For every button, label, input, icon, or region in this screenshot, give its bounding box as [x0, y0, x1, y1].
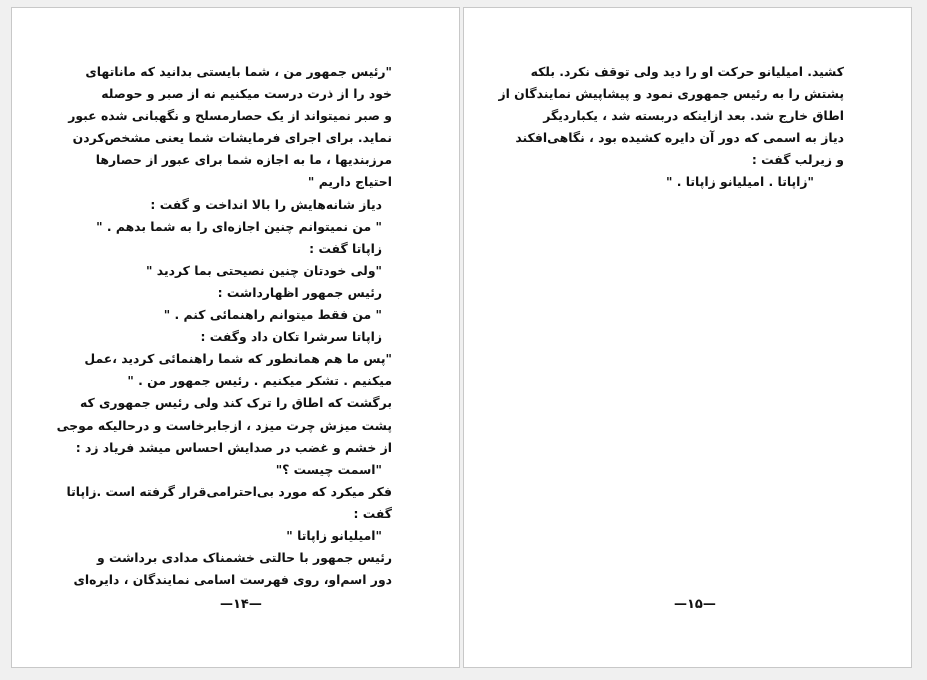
text-line: دور اسم‌او، روی فهرست اسامی نمایندگان ، دایره‌ای	[73, 572, 392, 588]
text-line: " من فقط میتوانم راهنمائی کنم . "	[163, 307, 382, 323]
text-line: و زیرلب گفت :	[751, 152, 844, 168]
page-number: —۱۵—	[674, 597, 716, 612]
text-line: رئیس جمهور با حالتی خشمناک مدادی برداشت و	[96, 550, 392, 566]
text-line: نماید. برای اجرای فرمایشات شما یعنی مشخص‌کردن	[72, 130, 392, 146]
text-line: پشت میزش چرت میزد ، ازجابرخاست و درحالیکه موجی	[56, 417, 392, 433]
book-page-left	[11, 7, 460, 668]
book-page-right	[463, 7, 912, 668]
text-line: زاپاتا سرشرا تکان داد وگفت :	[200, 329, 382, 345]
text-line: "زاپاتا . امیلیانو زاپاتا . "	[665, 174, 814, 190]
text-line: دیاز شانه‌هایش را بالا انداخت و گفت :	[150, 196, 382, 212]
text-line: "امیلیانو زاپاتا "	[286, 527, 382, 543]
text-line: مرزبندیها ، ما به اجازه شما برای عبور از حصارها	[95, 152, 392, 168]
text-line: "رئیس جمهور من ، شما بایستی بدانید که ماناتهای	[85, 64, 392, 79]
text-line: کشید. امیلیانو حرکت او را دید ولی توقف نکرد. بلکه	[530, 64, 844, 79]
text-line: برگشت که اطاق را ترک کند ولی رئیس جمهوری که	[80, 395, 392, 411]
text-line: احتیاج داریم "	[307, 174, 392, 190]
text-line: از خشم و غضب در صدایش احساس میشد فریاد زد :	[75, 439, 392, 455]
text-line: "اسمت چیست ؟"	[275, 461, 382, 477]
text-line: "ولی خودتان چنین نصیحتی بما کردید "	[146, 262, 382, 278]
text-line: رئیس جمهور اظهارداشت :	[217, 284, 382, 300]
text-line: پشتش را به رئیس جمهوری نمود و پیشاپیش نمایندگان از	[498, 86, 844, 102]
text-line: میکنیم . تشکر میکنیم . رئیس جمهور من . "	[127, 373, 392, 389]
text-line: خود را از ذرت درست میکنیم نه از صبر و حوصله	[101, 86, 392, 102]
page-text	[498, 61, 844, 194]
page-number: —۱۴—	[220, 597, 262, 612]
text-line: فکر میکرد که مورد بی‌احترامی‌قرار گرفته است .زاپاتا	[66, 483, 392, 499]
page-text	[56, 61, 392, 591]
text-line: اطاق خارج شد. بعد ازاینکه دربسته شد ، یکباردیگر	[543, 108, 844, 124]
text-line: زاپاتا گفت :	[309, 240, 382, 256]
text-line: گفت :	[353, 505, 392, 521]
text-line: و صبر نمیتواند از یک حصارمسلح و نگهبانی شده عبور	[68, 108, 392, 124]
text-line: " من نمیتوانم چنین اجازه‌ای را به شما بدهم . "	[96, 218, 382, 234]
text-line: "پس ما هم همانطور که شما راهنمائی کردید ،عمل	[84, 351, 392, 367]
text-line: دیاز به اسمی که دور آن دایره کشیده بود ، نگاهی‌افکند	[515, 130, 844, 146]
